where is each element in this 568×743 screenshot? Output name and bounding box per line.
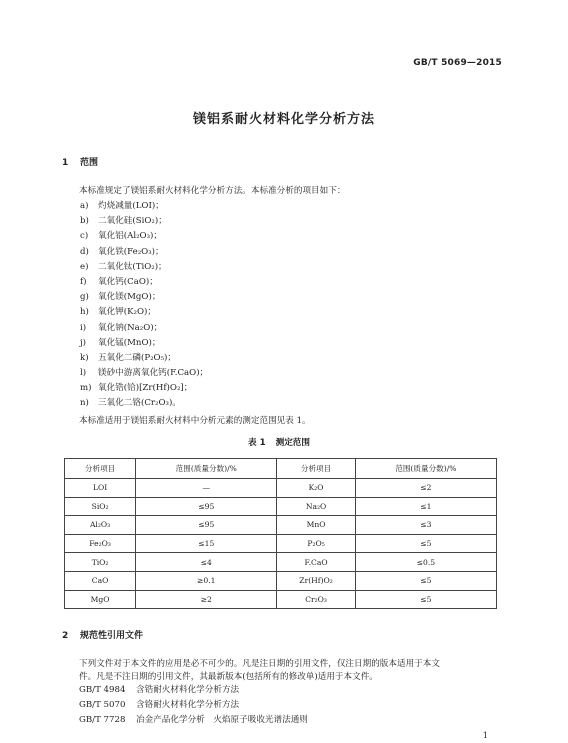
list-item-label: g)	[80, 292, 89, 303]
table-cell: ≤1	[355, 497, 496, 516]
list-item-text: 氧化铁(Fe₂O₃)；	[98, 246, 164, 257]
table-row	[65, 479, 497, 498]
reference-code: GB/T 7728	[79, 715, 126, 726]
column-header: 分析项目	[65, 459, 136, 479]
standard-number: GB/T 5069—2015	[413, 58, 502, 68]
table-cell: MgO	[65, 590, 136, 609]
list-item	[79, 683, 308, 698]
section-1-closing: 本标准适用于镁铝系耐火材料中分析元素的测定范围见表 1。	[79, 416, 311, 426]
list-item	[80, 396, 208, 411]
list-item-text: 氧化镁(MgO)；	[98, 292, 161, 303]
list-item-label: j)	[80, 337, 87, 348]
list-item	[80, 214, 208, 229]
list-item-text: 三氧化二铬(Cr₂O₃)。	[98, 398, 181, 409]
list-item-text: 五氧化二磷(P₂O₅)；	[98, 352, 176, 363]
list-item	[80, 260, 208, 275]
list-item	[80, 381, 208, 396]
table-cell: ≤95	[136, 497, 277, 516]
reference-title: 含锆耐火材料化学分析方法	[136, 685, 240, 695]
table-row	[65, 553, 497, 572]
list-item-text: 氧化钾(K₂O)；	[98, 307, 156, 318]
list-item-label: l)	[80, 368, 87, 379]
list-item	[80, 245, 208, 260]
table-cell: MnO	[277, 516, 355, 535]
reference-code: GB/T 5070	[79, 700, 126, 711]
document-title: 镁铝系耐火材料化学分析方法	[192, 112, 375, 127]
list-item	[80, 229, 208, 244]
table-cell: ≤5	[355, 571, 496, 590]
table-cell: F.CaO	[277, 553, 355, 572]
reference-title: 含铬耐火材料化学分析方法	[136, 700, 240, 711]
section-2-title: 规范性引用文件	[80, 631, 144, 641]
list-item-label: b)	[80, 216, 89, 227]
list-item-label: c)	[80, 231, 89, 242]
list-item-label: f)	[80, 276, 87, 287]
table-cell: Na₂O	[277, 497, 355, 516]
list-item	[80, 366, 208, 381]
page-number: 1	[482, 731, 488, 740]
table-cell: ≤15	[136, 534, 277, 553]
column-header: 分析项目	[277, 459, 355, 479]
table-cell: SiO₂	[65, 497, 136, 516]
table-cell: ≥2	[136, 590, 277, 609]
list-item-text: 灼烧减量(LOI)；	[98, 201, 164, 211]
table-cell: ≤3	[355, 516, 496, 535]
section-2-paragraph-line-1: 下列文件对于本文件的应用是必不可少的。凡是注日期的引用文件，仅注日期的版本适用于本文	[79, 659, 440, 669]
table-cell: ≤95	[136, 516, 277, 535]
reference-code: GB/T 4984	[79, 685, 126, 695]
table-1-caption	[0, 436, 568, 448]
list-item-text: 二氧化钛(TiO₂)；	[98, 261, 167, 272]
table-1-number: 表 1	[248, 438, 266, 448]
table-row	[65, 534, 497, 553]
table-header-row	[65, 459, 497, 479]
list-item-text: 氧化铝(Al₂O₃)；	[98, 231, 162, 242]
list-item-label: m)	[80, 383, 92, 394]
list-item	[79, 698, 308, 713]
table-row	[65, 516, 497, 535]
list-item	[80, 321, 208, 336]
section-1-number: 1	[62, 158, 69, 168]
table-cell: ≥0.1	[136, 571, 277, 590]
table-cell: Zr(Hf)O₂	[277, 571, 355, 590]
table-cell: ≤4	[136, 553, 277, 572]
list-item-label: n)	[80, 398, 89, 409]
table-cell: ≤2	[355, 479, 496, 498]
reference-title: 冶金产品化学分析 火焰原子吸收光谱法通则	[136, 715, 308, 726]
list-item-label: e)	[80, 261, 89, 272]
table-cell: LOI	[65, 479, 136, 498]
table-row	[65, 590, 497, 609]
table-cell: Al₂O₃	[65, 516, 136, 535]
table-cell: P₂O₅	[277, 534, 355, 553]
analysis-items-list	[80, 199, 208, 412]
table-cell: Fe₂O₃	[65, 534, 136, 553]
column-header: 范围(质量分数)/%	[136, 459, 277, 479]
table-cell: —	[136, 479, 277, 498]
table-row	[65, 571, 497, 590]
table-1-title: 测定范围	[275, 438, 310, 448]
table-cell: ≤0.5	[355, 553, 496, 572]
table-cell: ≤5	[355, 534, 496, 553]
list-item-text: 镁砂中游离氧化钙(F.CaO)；	[98, 368, 209, 379]
section-1-title: 范围	[80, 158, 99, 168]
section-1-heading	[62, 155, 98, 168]
list-item-label: k)	[80, 352, 89, 363]
list-item	[80, 199, 208, 214]
list-item	[80, 336, 208, 351]
list-item-label: i)	[80, 322, 87, 333]
list-item-label: d)	[80, 246, 89, 257]
table-cell: Cr₂O₃	[277, 590, 355, 609]
list-item-text: 氧化钠(Na₂O)；	[98, 322, 163, 333]
list-item	[80, 351, 208, 366]
table-cell: TiO₂	[65, 553, 136, 572]
list-item-text: 氧化锰(MnO)；	[98, 337, 161, 348]
measurement-range-table	[64, 458, 497, 609]
table-row	[65, 497, 497, 516]
list-item-text: 氧化锆(铪)[Zr(Hf)O₂]；	[98, 383, 193, 394]
table-cell: CaO	[65, 571, 136, 590]
section-2-heading	[62, 628, 143, 641]
list-item	[79, 713, 308, 728]
column-header: 范围(质量分数)/%	[355, 459, 496, 479]
list-item-text: 氧化钙(CaO)；	[98, 276, 158, 287]
list-item	[80, 275, 208, 290]
section-2-number: 2	[62, 631, 69, 641]
normative-references-list	[79, 683, 308, 729]
list-item-label: h)	[80, 307, 89, 318]
table-cell: K₂O	[277, 479, 355, 498]
list-item	[80, 290, 208, 305]
list-item-label: a)	[80, 201, 89, 211]
list-item-text: 二氧化硅(SiO₂)；	[98, 216, 167, 227]
list-item	[80, 305, 208, 320]
section-1-intro: 本标准规定了镁铝系耐火材料化学分析方法。本标准分析的项目如下：	[79, 186, 346, 196]
section-2-paragraph-line-2: 件。凡是不注日期的引用文件，其最新版本(包括所有的修改单)适用于本文件。	[79, 672, 378, 682]
table-cell: ≤5	[355, 590, 496, 609]
